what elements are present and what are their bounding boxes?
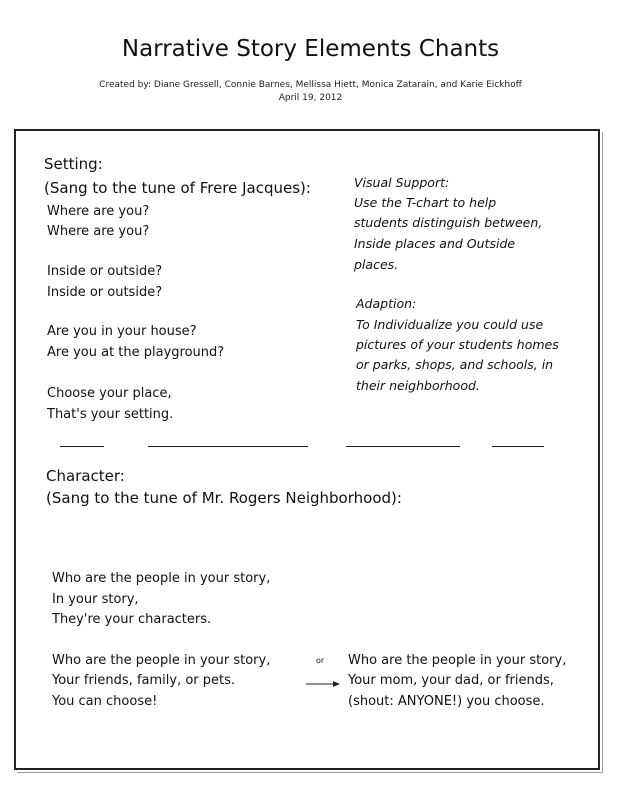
character-alt-line: Your mom, your dad, or friends, (348, 673, 554, 688)
character-verse1-line: Who are the people in your story, (52, 571, 271, 586)
visual-support-line: Inside places and Outside (354, 236, 516, 251)
character-verse2-line: Who are the people in your story, (52, 653, 271, 668)
visual-support-line: Use the T-chart to help (354, 195, 497, 210)
setting-line: Are you at the playground? (47, 345, 225, 360)
separator-line (148, 446, 308, 447)
character-verse2-line: You can choose! (52, 694, 158, 709)
adaption-heading: Adaption: (356, 296, 417, 311)
separator-line (492, 446, 544, 447)
setting-heading: Setting: (44, 155, 103, 173)
setting-line: Where are you? (47, 204, 150, 219)
character-verse2-line: Your friends, family, or pets. (52, 673, 236, 688)
character-verse1-line: They're your characters. (52, 612, 212, 627)
setting-line: That's your setting. (47, 407, 174, 422)
character-tune: (Sang to the tune of Mr. Rogers Neighborhood): (46, 489, 402, 507)
character-verse1-line: In your story, (52, 592, 139, 607)
character-alt-line: Who are the people in your story, (348, 653, 567, 668)
separator-line (60, 446, 104, 447)
setting-line: Inside or outside? (47, 264, 163, 279)
setting-line: Are you in your house? (47, 324, 197, 339)
setting-line: Inside or outside? (47, 285, 163, 300)
setting-line: Choose your place, (47, 386, 172, 401)
adaption-line: To Individualize you could use (356, 317, 544, 332)
adaption-line: their neighborhood. (356, 378, 480, 393)
setting-line: Where are you? (47, 224, 150, 239)
adaption-line: or parks, shops, and schools, in (356, 357, 554, 372)
adaption-line: pictures of your students homes (356, 337, 559, 352)
setting-tune: (Sang to the tune of Frere Jacques): (44, 179, 311, 197)
separator-line (346, 446, 460, 447)
character-heading: Character: (46, 467, 125, 485)
visual-support-line: places. (354, 257, 399, 272)
visual-support-line: students distinguish between, (354, 215, 543, 230)
right-arrow-icon (306, 679, 340, 689)
visual-support-heading: Visual Support: (354, 175, 450, 190)
credits-authors: Created by: Diane Gressell, Connie Barnes, Mellissa Hiett, Monica Zatarain, and Karie Eickhoff (99, 80, 522, 90)
credits-date: April 19, 2012 (278, 93, 343, 103)
page-title: Narrative Story Elements Chants (121, 36, 500, 62)
credits (0, 79, 621, 105)
or-label: or (316, 656, 325, 665)
character-alt-line: (shout: ANYONE!) you choose. (348, 694, 545, 709)
